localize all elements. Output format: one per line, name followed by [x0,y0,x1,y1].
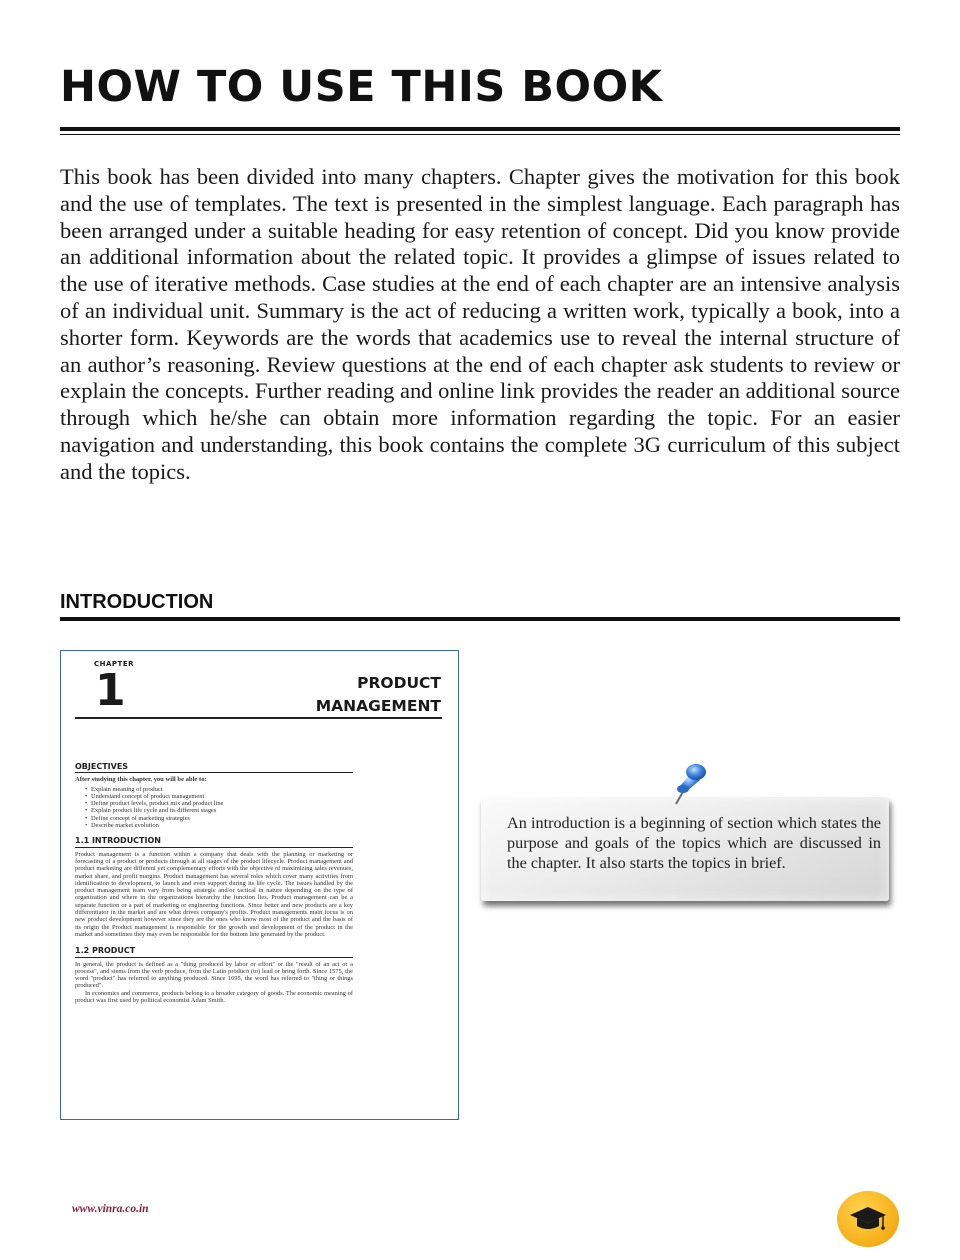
objective-item: • Describe market evolution [91,822,353,829]
objective-item: • Define concept of marketing strategies [91,815,353,822]
footer-url[interactable]: www.vinra.co.in [72,1203,149,1215]
chapter-number: 1 [95,665,126,716]
callout-box [481,797,889,901]
title-rule-thick [60,127,900,131]
objective-item: • Explain product life cycle and its different stages [91,807,353,814]
callout-text: An introduction is a beginning of section which states the purpose and goals of the topics which are discussed in the chapter. It also starts the topics in brief. [507,814,881,872]
title-rule-thin [60,134,900,135]
introduction-callout [473,797,901,915]
page-title: HOW TO USE THIS BOOK [60,62,663,112]
pushpin-icon [670,760,712,808]
intro-paragraph: This book has been divided into many chapters. Chapter gives the motivation for this book and the use of templates. The text is presented in the simplest language. Each paragraph has been arranged under a suitable heading for easy retention of concept. Did you know provide an additional information about the related topic. It provides a glimpse of issues related to the use of iterative methods. Case studies at the end of each chapter are an intensive analysis of an individual unit. Summary is the act of reducing a written work, typically a book, into a shorter form. Keywords are the words that academics use to reveal the internal structure of an author’s reasoning. Review questions at the end of each chapter ask students to review or explain the concepts. Further reading and online link provides the reader an additional source through which he/she can obtain more information regarding the topic. For an easier navigation and understanding, this book contains the complete 3G curriculum of this subject and the topics. [60,164,900,484]
chapter-header-rule [75,717,442,719]
graduation-cap-icon [848,1203,888,1235]
objectives-lead: After studying this chapter, you will be able to: [75,776,207,784]
footer-badge [837,1191,899,1247]
objective-item: • Define product levels, product mix and product line [91,800,353,807]
section2-text-b: In economics and commerce, products belong to a broader category of goods. The economic meaning of product was first used by political economist Adam Smith. [75,989,353,1005]
chapter-label: CHAPTER [94,660,134,668]
chapter-title-line2: MANAGEMENT [315,697,441,715]
objective-item: • Understand concept of product management [91,793,353,800]
objectives-list [75,786,353,830]
section2-text-a: In general, the product is defined as a "thing produced by labor or effort" or the "result of an act or a process", and stems from the verb produce, from the Latin prōdūcō (to) lead or bring forth. Since 1575, the word "product" has referred to anything produced. Since 1695, the word has referred to "thing or things produced". [75,960,353,990]
chapter-title [251,672,441,718]
objectives-heading: OBJECTIVES [75,763,353,773]
chapter-content [75,763,353,1004]
section1-text: Product management is a function within a company that deals with the planning or marketing or forecasting of a product or products through at all stages of the product lifecycle. Product management and product marketing are different yet complementary efforts with the objective of maximizing sales revenues, market share, and profit margins. Product management has several roles which cover many activities from identification to development, to launch and even support during its life cycle. The issues handled by the product management team vary from being strategic and/or tactical in nature depending on the type of organization and where in the organizations hierarchy the function lies. Product management can be a separate function or a part of marketing or engineering functions. Since better and new products are a key differentiator in the market and are what drives company's profits. Product managements main focus is on new product development however since they are the ones who know most of the product and the basis of its origin the Product management is responsible for the growth and development of the product in the market and sometimes they may even be responsible for the bottom line generated by the product. [75,850,353,938]
chapter-title-line1: PRODUCT [357,674,441,692]
objective-item: • Explain meaning of product [91,786,353,793]
sample-chapter-page [60,650,459,1120]
section-rule [60,617,900,621]
section1-heading: 1.1 INTRODUCTION [75,837,353,847]
section-heading-introduction: INTRODUCTION [60,591,214,613]
section2-heading: 1.2 PRODUCT [75,947,353,957]
